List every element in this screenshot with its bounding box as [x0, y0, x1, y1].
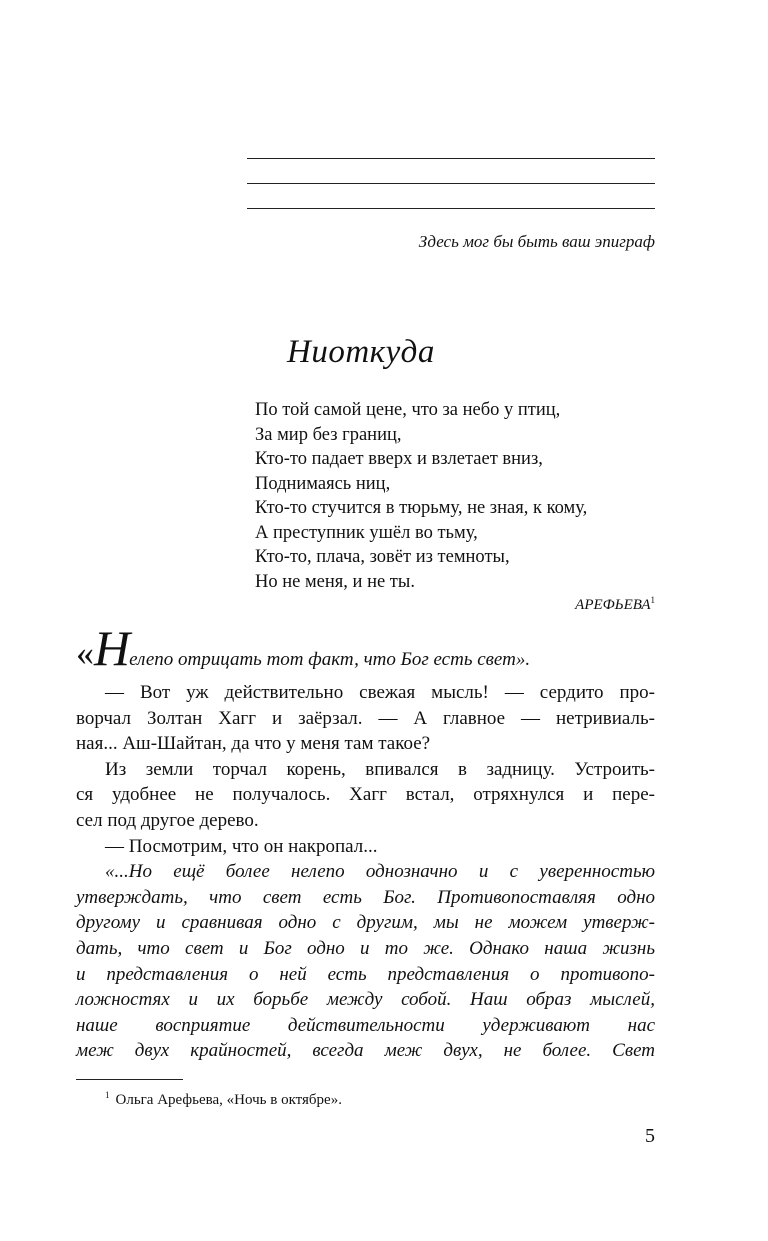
- text-line: «...Но ещё более нелепо однозначно и с уверенностью: [105, 861, 655, 883]
- text-line: меж двух крайностей, всегда меж двух, не более. Свет: [76, 1040, 655, 1062]
- epigraph-caption: Здесь мог бы быть ваш эпиграф: [418, 232, 655, 251]
- text-line: сел под другое дерево.: [76, 809, 259, 831]
- poem-line: Поднимаясь ниц,: [255, 473, 391, 494]
- poem: [255, 398, 665, 594]
- footnote-divider: [76, 1079, 183, 1080]
- opening-quote-mark: «: [76, 633, 94, 673]
- poem-line: За мир без границ,: [255, 424, 402, 445]
- text-line: — Вот уж действительно свежая мысль! — сердито про-: [105, 682, 655, 703]
- epigraph-placeholder-line: [247, 158, 655, 159]
- text-line: утверждать, что свет есть Бог. Противопоставляя одно: [76, 886, 655, 908]
- text-line: ложностях и их борьбе между собой. Наш образ мыслей,: [76, 989, 655, 1011]
- poem-line: По той самой цене, что за небо у птиц,: [255, 400, 561, 420]
- text-line: другому и сравнивая одно с другим, мы не можем утверж-: [76, 912, 655, 934]
- poem-line: Кто-то, плача, зовёт из темноты,: [255, 547, 510, 567]
- poem-title: Ниоткуда: [287, 334, 435, 370]
- poem-line: Кто-то стучится в тюрьму, не зная, к кому,: [255, 498, 588, 518]
- epigraph-placeholder-line: [247, 208, 655, 209]
- opening-line: [76, 620, 655, 680]
- chapter-text: [76, 620, 655, 1064]
- text-line: ворчал Золтан Хагг и заёрзал. — А главное — нетривиаль-: [76, 707, 655, 729]
- poem-author: [575, 595, 655, 614]
- poem-author-name: АРЕФЬЕВА: [575, 597, 651, 613]
- poem-line: Но не меня, и не ты.: [255, 571, 415, 592]
- footnote-mark: 1: [105, 1090, 110, 1100]
- text-line: ся удобнее не получалось. Хагг встал, отряхнулся и пере-: [76, 784, 655, 806]
- text-line: — Посмотрим, что он накропал...: [105, 835, 378, 857]
- opening-line-text: елепо отрицать тот факт, что Бог есть свет».: [129, 649, 531, 670]
- text-line: Из земли торчал корень, впивался в задницу. Устроить-: [105, 758, 655, 780]
- text-line: ная... Аш-Шайтан, да что у меня там такое?: [76, 733, 431, 755]
- drop-cap: Н: [94, 620, 130, 676]
- epigraph-placeholder-line: [247, 183, 655, 184]
- text-line: дать, что свет и Бог одно и то же. Однако наша жизнь: [76, 937, 655, 959]
- footnote: [105, 1090, 342, 1109]
- page-number: 5: [645, 1125, 655, 1147]
- text-line: наше восприятие действительности удерживают нас: [76, 1014, 655, 1036]
- poem-line: Кто-то падает вверх и взлетает вниз,: [255, 449, 543, 469]
- footnote-reference: 1: [650, 595, 655, 605]
- footnote-text: Ольга Арефьева, «Ночь в октябре».: [115, 1092, 342, 1108]
- poem-line: А преступник ушёл во тьму,: [255, 522, 478, 543]
- text-line: и представления о ней есть представления о противопо-: [76, 963, 655, 985]
